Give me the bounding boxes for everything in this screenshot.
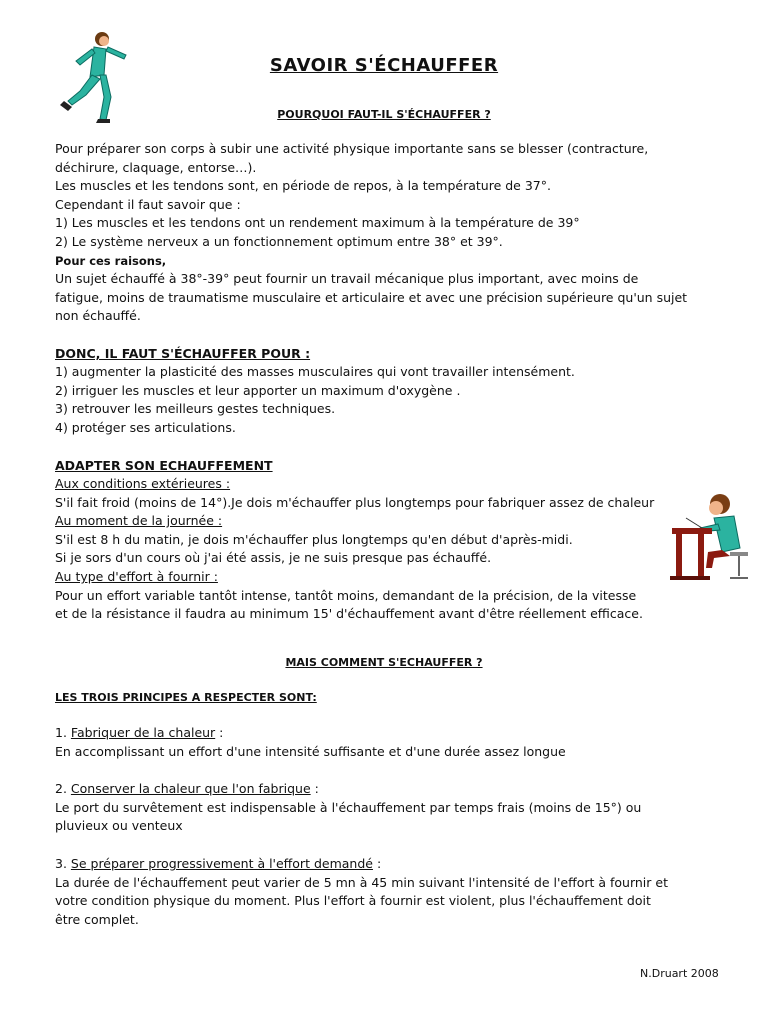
intro-line: déchirure, claquage, entorse…). — [55, 159, 257, 175]
effort-text: et de la résistance il faudra au minimum 15' d'échauffement avant d'être réellement efficace. — [55, 606, 643, 622]
list-item: 4) protéger ses articulations. — [55, 419, 236, 435]
reasons-line: fatigue, moins de traumatisme musculaire et articulaire et avec une précision supérieure qu'un sujet — [55, 289, 688, 305]
principle-1 — [55, 724, 725, 761]
principle-3 — [55, 855, 725, 929]
principle-text: En accomplissant un effort d'une intensité suffisante et d'une durée assez longue — [55, 743, 566, 759]
donc-list — [55, 363, 725, 437]
principle-number: 3. — [55, 856, 71, 871]
donc-heading: DONC, IL FAUT S'ÉCHAUFFER POUR : — [55, 346, 311, 361]
list-item: 3) retrouver les meilleurs gestes techniques. — [55, 401, 336, 417]
author-credit: N.Druart 2008 — [640, 967, 719, 980]
principle-text: être complet. — [55, 911, 139, 927]
adapter-heading: ADAPTER SON ECHAUFFEMENT — [55, 458, 273, 473]
intro-line: 2) Le système nerveux a un fonctionnement optimum entre 38° et 39°. — [55, 233, 503, 249]
principle-text: Le port du survêtement est indispensable à l'échauffement par temps frais (moins de 15°) ou — [55, 799, 642, 815]
list-item: 1) augmenter la plasticité des masses musculaires qui vont travailler intensément. — [55, 364, 575, 379]
effort-text: Pour un effort variable tantôt intense, tantôt moins, demandant de la précision, de la vitesse — [55, 587, 637, 603]
reasons-line: Un sujet échauffé à 38°-39° peut fournir un travail mécanique plus important, avec moins de — [55, 271, 639, 287]
subheading-moment: Au moment de la journée : — [55, 513, 223, 529]
intro-line: 1) Les muscles et les tendons ont un rendement maximum à la température de 39° — [55, 215, 580, 231]
reasons-line: non échauffé. — [55, 308, 141, 324]
principle-title: Fabriquer de la chaleur — [70, 725, 216, 740]
subheading-effort: Au type d'effort à fournir : — [55, 568, 218, 584]
principle-number: 2. — [55, 781, 71, 796]
moment-text: Si je sors d'un cours où j'ai été assis, je ne suis presque pas échauffé. — [55, 550, 492, 566]
principle-title: Se préparer progressivement à l'effort demandé — [70, 856, 373, 871]
principle-2 — [55, 780, 725, 836]
question-heading-2: MAIS COMMENT S'ECHAUFFER ? — [285, 656, 483, 669]
principle-colon: : — [372, 856, 382, 871]
principle-text: pluvieux ou venteux — [55, 818, 183, 834]
intro-line: Cependant il faut savoir que : — [55, 196, 241, 212]
question-heading-1: POURQUOI FAUT-IL S'ÉCHAUFFER ? — [277, 108, 491, 121]
adapter-section — [55, 475, 725, 624]
reasons-label: Pour ces raisons, — [55, 253, 167, 268]
principle-text: La durée de l'échauffement peut varier de 5 mn à 45 min suivant l'intensité de l'effort à fournir et — [55, 874, 668, 890]
student-at-desk-illustration — [668, 488, 760, 586]
list-item: 2) irriguer les muscles et leur apporter un maximum d'oxygène . — [55, 382, 461, 398]
principle-text: votre condition physique du moment. Plus l'effort à fournir est violent, plus l'échauffement doit — [55, 893, 651, 909]
principle-colon: : — [215, 725, 224, 740]
intro-paragraph — [55, 140, 725, 326]
intro-line: Pour préparer son corps à subir une activité physique importante sans se blesser (contracture, — [55, 141, 649, 156]
principles-heading: LES TROIS PRINCIPES A RESPECTER SONT: — [55, 691, 317, 704]
subheading-conditions: Aux conditions extérieures : — [55, 476, 231, 491]
conditions-text: S'il fait froid (moins de 14°).Je dois m'échauffer plus longtemps pour fabriquer assez de chaleur — [55, 494, 655, 510]
principle-number: 1. — [55, 725, 71, 740]
moment-text: S'il est 8 h du matin, je dois m'échauffer plus longtemps qu'en début d'après-midi. — [55, 531, 573, 547]
principle-colon: : — [310, 781, 319, 796]
intro-line: Les muscles et les tendons sont, en période de repos, à la température de 37°. — [55, 178, 551, 194]
page-title: SAVOIR S'ÉCHAUFFER — [269, 55, 499, 76]
principle-title: Conserver la chaleur que l'on fabrique — [70, 781, 311, 796]
